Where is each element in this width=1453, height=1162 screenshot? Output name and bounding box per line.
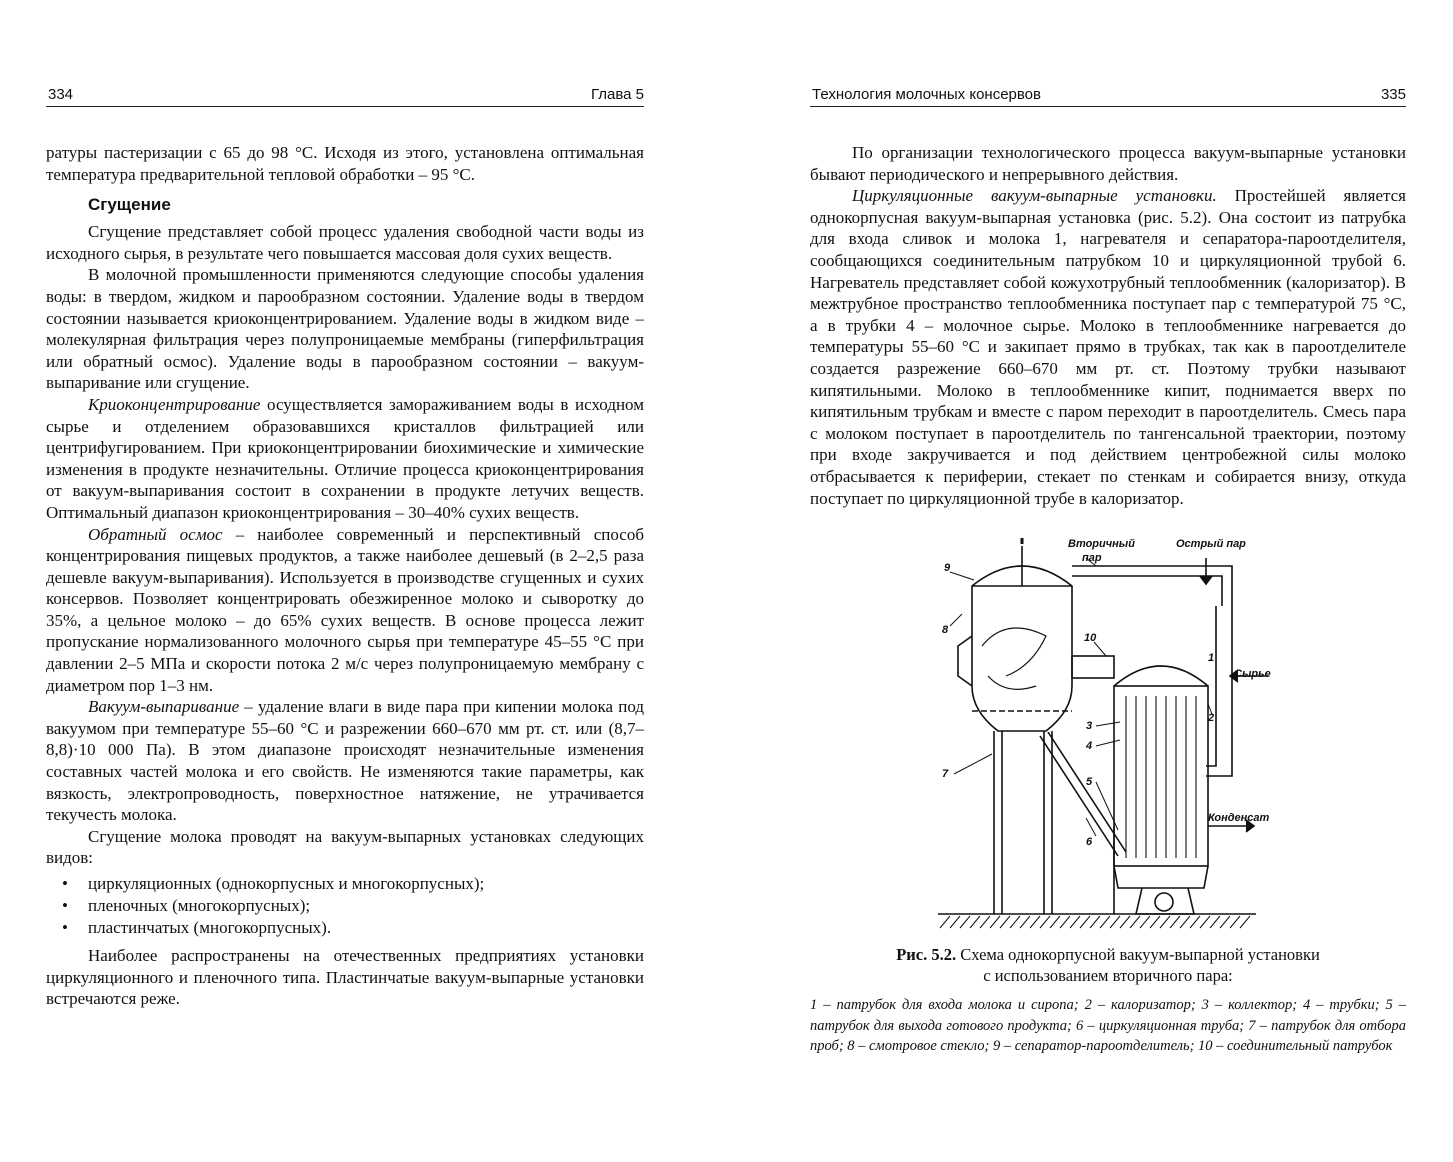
vacuum-evaporator-diagram xyxy=(936,536,1276,936)
label-condensate: Конденсат xyxy=(1208,812,1270,824)
list-item-text: пластинчатых (многокорпусных). xyxy=(88,918,332,937)
paragraph xyxy=(46,524,644,697)
label-6: 6 xyxy=(1086,836,1093,848)
paragraph-text: осуществляется замораживанием воды в исходном сырье и отделением образовавшихся кристаллов фильтрацией или центрифугированием. При криоконцентрировании биохимические и химические изменения в продукте незначительны. Отличие процесса криоконцентрирования от вакуум-выпаривания состоит в сохранении в продукте летучих веществ. Оптимальный диапазон криоконцентрирования – 30–40% сухих веществ. xyxy=(46,394,644,522)
left-page xyxy=(46,0,644,1162)
paragraph-text: Простейшей является однокорпусная вакуум-выпарная установка (рис. 5.2). Она состоит из патрубка для входа сливок и молока 1, нагревателя и сепаратора-пароотделителя, сообщающихся соединительным патрубком 10 и циркуляционной трубой 6. Нагреватель представляет собой кожухотрубный теплообменник (калоризатор). В межтрубное пространство теплообменника поступает пар с температурой 75 °С, а в трубки 4 – молочное сырье. Молоко в теплообменнике нагревается до температуры 55–60 °С и закипает прямо в трубках, так как в пароотделителе создается разрежение 660–670 мм рт. ст. Поэтому трубки называют кипятильными. Молоко в теплообменнике кипит, поднимается вверх по кипятильным трубкам и вместе с паром переходит в пароотделитель. Смесь пара с молоком поступает в пароотделитель по тангенсальной траектории, поэтому при входе закручивается и под действием центробежной силы молоко отбрасывается к периферии, стекает по стенкам и собирается внизу, откуда поступает по циркуляционной трубе в калоризатор. xyxy=(810,186,1406,508)
left-page-header xyxy=(46,86,644,107)
label-2: 2 xyxy=(1208,712,1215,724)
right-page xyxy=(810,0,1406,1162)
diagram-drawing xyxy=(936,536,1276,936)
right-page-body xyxy=(810,142,1406,509)
term: Криоконцентрирование xyxy=(88,394,261,414)
chapter-title: Глава 5 xyxy=(590,86,644,103)
label-live-steam: Острый пар xyxy=(1176,538,1246,550)
paragraph-text: – наиболее современный и перспективный способ концентрирования пищевых продуктов, а также наиболее дешевый (в 2–2,5 раза дешевле вакуум-выпаривания). Используется в производстве сгущенных и сухих консервов. Позволяет концентрировать обезжиренное молоко и сыворотку до 35%, а цельное молоко – до 65% сухих веществ. В основе процесса лежит пропускание нормализованного молочного сырья при температуре 45–55 °С при давлении 2–5 МПа и скорости потока 2 м/с через полупроницаемую мембрану с диаметром пор 1–3 нм. xyxy=(46,524,644,695)
figure-caption xyxy=(810,944,1406,986)
paragraph xyxy=(810,185,1406,509)
term: Циркуляционные вакуум-выпарные установки. xyxy=(852,186,1217,206)
label-raw: Сырье xyxy=(1234,668,1271,680)
list-item: • пленочных (многокорпусных); xyxy=(62,896,311,915)
paragraph xyxy=(46,394,644,524)
paragraph xyxy=(46,696,644,826)
list-item: • пластинчатых (многокорпусных). xyxy=(62,918,332,937)
section-heading: Сгущение xyxy=(88,195,171,215)
term: Вакуум-выпаривание xyxy=(88,697,240,717)
label-1: 1 xyxy=(1208,652,1215,664)
running-title: Технология молочных консервов xyxy=(812,86,1041,103)
caption-label: Рис. 5.2. xyxy=(896,945,957,964)
bullet-list xyxy=(46,873,644,939)
label-secondary-steam: Вторичный xyxy=(1068,538,1135,550)
paragraph: Сгущение молока проводят на вакуум-выпарных установках следующих видов: xyxy=(46,826,644,868)
paragraph: Сгущение представляет собой процесс удаления свободной части воды из исходного сырья, в результате чего повышается массовая доля сухих веществ. xyxy=(46,222,644,263)
caption-text: Схема однокорпусной вакуум-выпарной установки xyxy=(956,945,1320,964)
paragraph: Наиболее распространены на отечественных предприятиях установки циркуляционного и пленочного типа. Пластинчатые вакуум-выпарные установки встречаются реже. xyxy=(46,946,644,1009)
label-10: 10 xyxy=(1084,632,1097,644)
right-page-header xyxy=(810,86,1406,107)
term: Обратный осмос xyxy=(88,524,223,544)
list-item-text: пленочных (многокорпусных); xyxy=(88,896,311,915)
page-number: 334 xyxy=(48,86,74,103)
paragraph: По организации технологического процесса вакуум-выпарные установки бывают периодического и непрерывного действия. xyxy=(810,143,1406,184)
label-5: 5 xyxy=(1086,776,1093,788)
figure-legend: 1 – патрубок для входа молока и сиропа; 2 – калоризатор; 3 – коллектор; 4 – трубки; 5 – патрубок для выхода готового продукта; 6 – циркуляционная труба; 7 – патрубок для отбора проб; 8 – смотровое стекло; 9 – сепаратор-пароотделитель; 10 – соединительный патрубок xyxy=(810,997,1406,1054)
paragraph-text: – удаление влаги в виде пара при кипении молока под вакуумом при температуре 55–60 °С и разрежении 660–670 мм рт. ст. или (8,7–8,8)·10 000 Па). В этом диапазоне происходят незначительные изменения составных частей молока и его свойств. Не изменяются такие параметры, как вязкость, электропроводность, поверхностное натяжение, не утрачивается текучесть молока. xyxy=(46,697,644,825)
list-item-text: циркуляционных (однокорпусных и многокорпусных); xyxy=(88,874,485,893)
label-9: 9 xyxy=(944,562,951,574)
page-number: 335 xyxy=(1380,86,1406,103)
label-secondary-steam-2: пар xyxy=(1082,552,1102,564)
list-item: • циркуляционных (однокорпусных и многокорпусных); xyxy=(62,874,485,893)
label-4: 4 xyxy=(1086,740,1093,752)
caption-text-2: с использованием вторичного пара: xyxy=(983,966,1233,985)
label-7: 7 xyxy=(942,768,949,780)
label-8: 8 xyxy=(942,624,949,636)
paragraph: ратуры пастеризации с 65 до 98 °С. Исходя из этого, установлена оптимальная температура предварительной тепловой обработки – 95 °С. xyxy=(46,143,644,184)
paragraph: В молочной промышленности применяются следующие способы удаления воды: в твердом, жидком и парообразном состоянии. Удаление воды в твердом состоянии называется криоконцентрированием. Удаление воды в жидком виде – молекулярная фильтрация через полупроницаемые мембраны (гиперфильтрация или обратный осмос). Удаление воды в парообразном состоянии – вакуум-выпаривание или сгущение. xyxy=(46,265,644,393)
left-page-body xyxy=(46,142,644,1010)
label-3: 3 xyxy=(1086,720,1093,732)
